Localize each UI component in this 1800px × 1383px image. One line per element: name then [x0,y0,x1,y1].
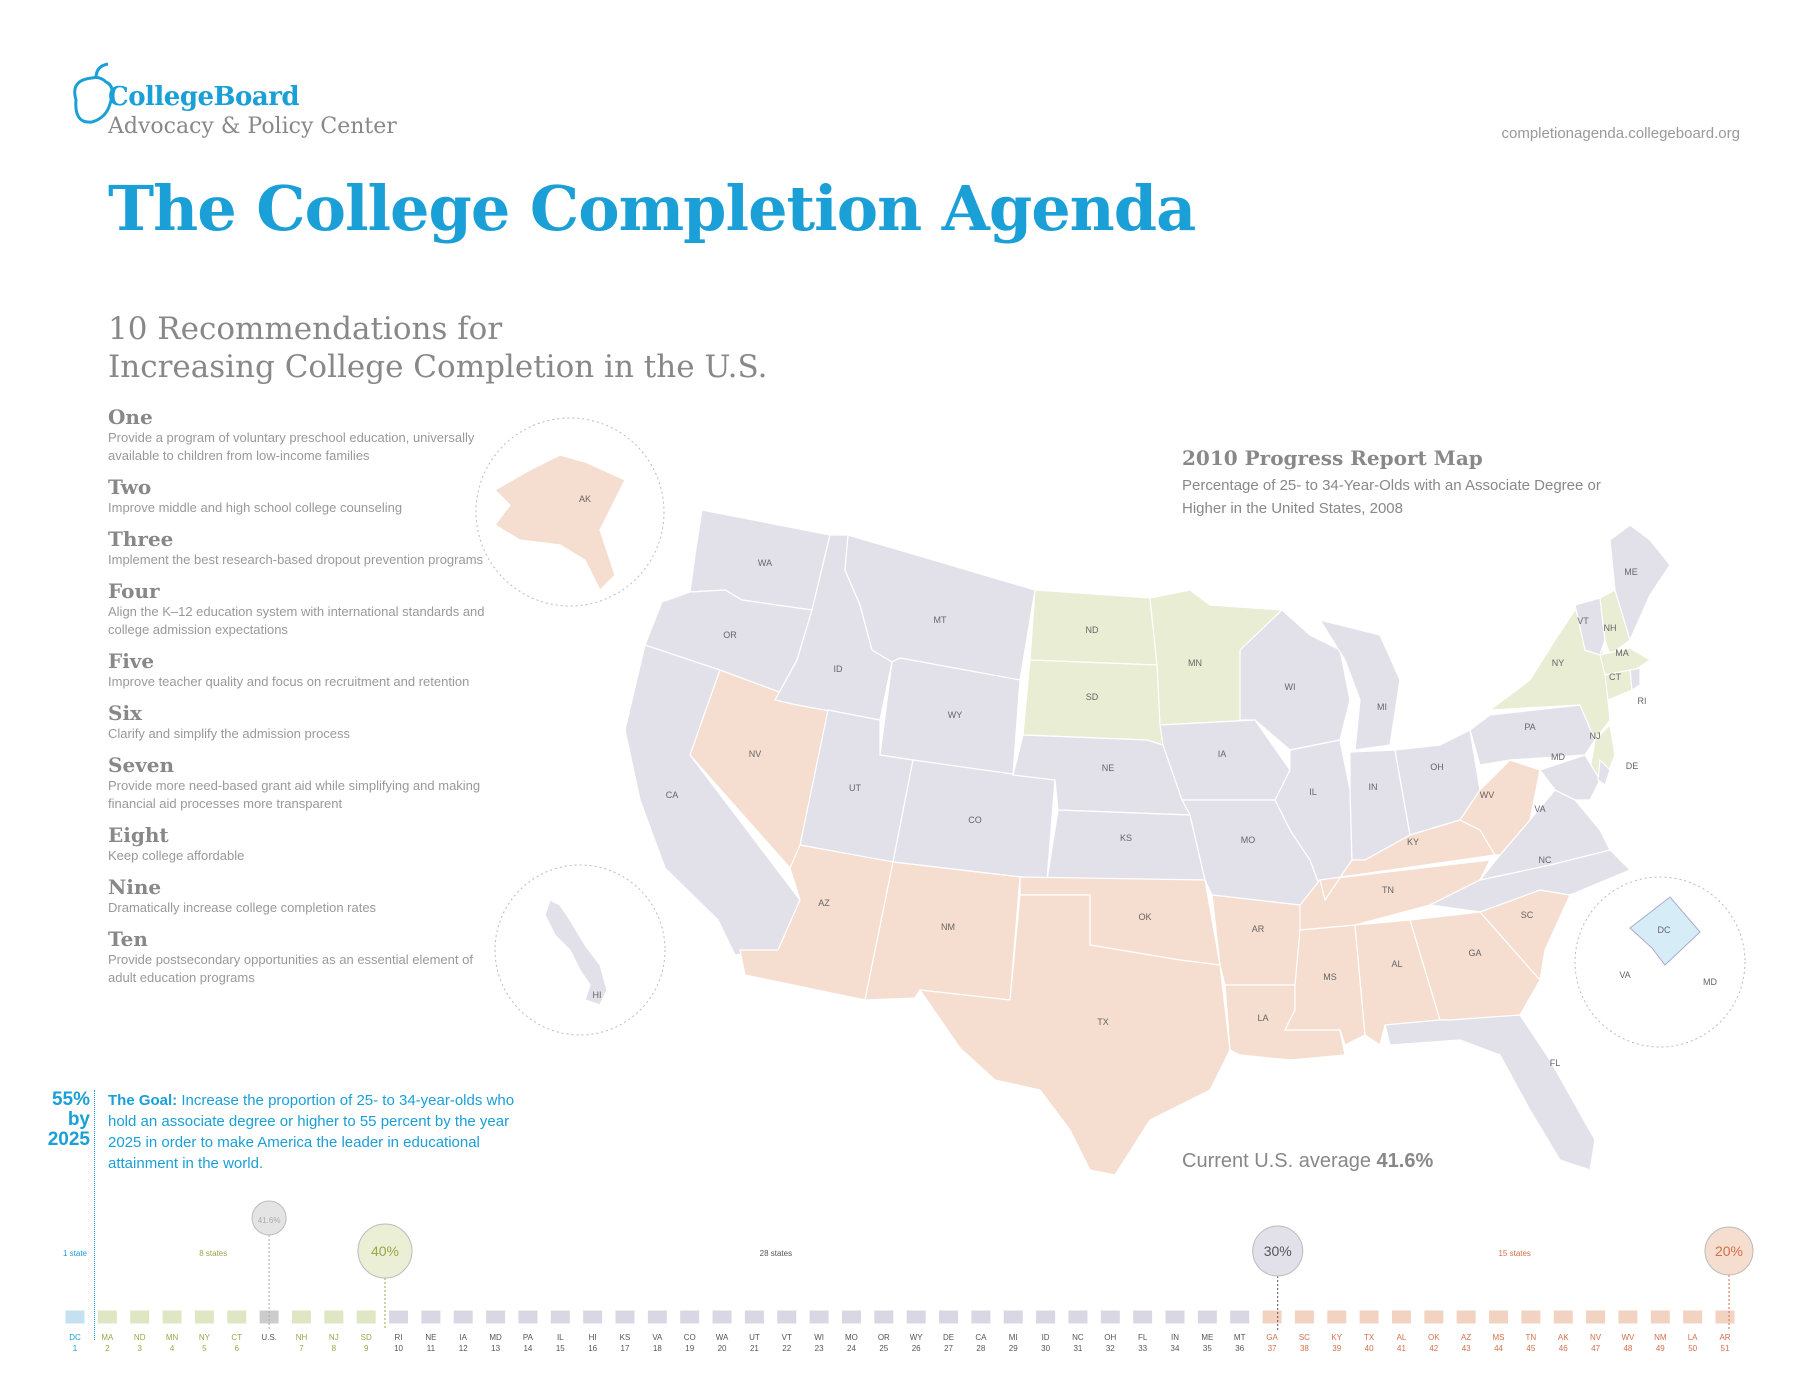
inset-label-md: MD [1703,977,1717,987]
rank-abbr-HI: HI [588,1333,597,1342]
rank-abbr-NE: NE [425,1333,437,1342]
rank-abbr-AL: AL [1396,1333,1407,1342]
rank-abbr-AR: AR [1719,1333,1731,1342]
rank-shape-AK[interactable] [1553,1310,1573,1324]
rank-number-HI: 16 [588,1344,598,1353]
rank-number-ID: 30 [1041,1344,1051,1353]
rank-shape-WA[interactable] [712,1310,732,1324]
rank-shape-KY[interactable] [1327,1310,1347,1324]
rank-shape-NE[interactable] [421,1310,441,1324]
rank-number-PA: 14 [523,1344,533,1353]
label-WY: WY [947,710,963,720]
rank-number-TX: 40 [1364,1344,1374,1353]
rank-shape-WV[interactable] [1618,1310,1638,1324]
label-WI: WI [1284,682,1296,692]
rank-number-MS: 44 [1494,1344,1503,1353]
label-NH: NH [1603,623,1617,633]
rank-shape-CA[interactable] [971,1310,991,1324]
state-KS[interactable] [1047,810,1205,880]
rank-number-KS: 17 [620,1344,630,1353]
rank-shape-DE[interactable] [939,1310,959,1324]
label-GA: GA [1468,948,1482,958]
rank-number-NJ: 8 [331,1344,337,1353]
label-WA: WA [757,558,773,568]
label-IL: IL [1309,787,1317,797]
rank-number-NH: 7 [299,1344,304,1353]
us-average-value: 41.6% [1376,1150,1434,1172]
rank-abbr-ND: ND [133,1333,146,1342]
rank-shape-CO[interactable] [680,1310,700,1324]
goal-badge-by: by [67,1109,90,1130]
goal-badge-year: 2025 [47,1129,90,1150]
state-AR[interactable] [1212,895,1305,985]
label-AL: AL [1391,959,1403,969]
rank-abbr-VA: VA [652,1333,663,1342]
rank-shape-FL[interactable] [1133,1310,1153,1324]
rank-number-VA: 18 [652,1344,662,1353]
recommendation-number: Eight [108,823,169,847]
rank-abbr-DE: DE [942,1333,955,1342]
rank-abbr-OR: OR [877,1333,890,1342]
rank-shape-NH[interactable] [291,1310,311,1324]
label-ID: ID [833,664,843,674]
label-OR: OR [723,630,737,640]
rank-number-AR: 51 [1720,1344,1730,1353]
state-SD[interactable] [1023,660,1163,745]
rank-abbr-DC: DC [69,1333,81,1342]
rank-abbr-PA: PA [522,1333,533,1342]
rank-abbr-IL: IL [556,1333,564,1342]
recommendation-number: Seven [108,753,175,777]
rank-number-NV: 47 [1591,1344,1601,1353]
rank-abbr-OH: OH [1104,1333,1117,1342]
label-AK: AK [578,494,592,504]
rank-number-NE: 11 [426,1344,436,1353]
recommendation-text: Provide postsecondary opportunities as an essential element of adult education programs [108,952,473,985]
rank-abbr-CA: CA [975,1333,987,1342]
recommendation-number: Five [108,649,155,673]
rank-abbr-VT: VT [781,1333,792,1342]
state-AK[interactable] [495,455,625,590]
label-MN: MN [1188,658,1202,668]
marker-label: 20% [1714,1243,1744,1259]
rank-number-IL: 15 [555,1344,565,1353]
label-TX: TX [1097,1017,1109,1027]
recommendation-text: Improve teacher quality and focus on recruitment and retention [108,674,470,689]
label-OK: OK [1138,912,1152,922]
label-SC: SC [1520,910,1534,920]
state-RI[interactable] [1630,668,1640,690]
rank-abbr-NJ: NJ [328,1333,339,1342]
rank-number-OR: 25 [879,1344,889,1353]
label-NM: NM [941,922,955,932]
rank-abbr-WI: WI [814,1333,825,1342]
rank-shape-MI[interactable] [1003,1310,1023,1324]
group-label: 1 state [62,1249,88,1258]
subtitle-line-1: 10 Recommendations for [108,311,503,347]
label-MS: MS [1323,972,1337,982]
recommendation-text: Clarify and simplify the admission process [108,726,351,741]
rank-abbr-AK: AK [1557,1333,1569,1342]
state-PA[interactable] [1470,705,1595,765]
rank-number-MD: 13 [491,1344,501,1353]
rank-number-MT: 36 [1235,1344,1245,1353]
rank-abbr-OK: OK [1428,1333,1440,1342]
rank-shape-AZ[interactable] [1456,1310,1476,1324]
recommendation-number: Nine [108,875,162,899]
rank-number-MA: 2 [105,1344,110,1353]
rank-shape-TN[interactable] [1521,1310,1541,1324]
goal-text: Increase the proportion of 25- to 34-year-olds who hold an associate degree or higher to 55 percent by the year 2025 in order to make America the leader in educational attainment in the world. [108,1092,515,1172]
rank-number-AK: 46 [1558,1344,1568,1353]
rank-shape-AL[interactable] [1391,1310,1411,1324]
rank-number-UT: 21 [749,1344,759,1353]
rank-abbr-MT: MT [1233,1333,1246,1342]
rank-number-RI: 10 [394,1344,403,1353]
ranking-scale [63,1201,1753,1353]
recommendation-text: Provide a program of voluntary preschool education, universally available to children from low-income families [108,430,475,463]
rank-abbr-KS: KS [619,1333,631,1342]
recommendation-text: Keep college affordable [108,848,245,863]
rank-abbr-TN: TN [1525,1333,1537,1342]
label-IA: IA [1217,749,1227,759]
label-MA: MA [1615,648,1629,658]
rank-shape-IL[interactable] [550,1310,570,1324]
rank-shape-IA[interactable] [453,1310,473,1324]
site-url[interactable]: completionagenda.collegeboard.org [1501,125,1740,142]
rank-abbr-MI: MI [1008,1333,1018,1342]
rank-shape-SD[interactable] [356,1310,376,1324]
subtitle-line-2: Increasing College Completion in the U.S. [108,349,768,385]
rank-shape-VT[interactable] [777,1310,797,1324]
label-DE: DE [1625,761,1639,771]
label-NV: NV [748,749,762,759]
rank-abbr-KY: KY [1331,1333,1343,1342]
rank-abbr-WA: WA [715,1333,729,1342]
rank-number-LA: 50 [1688,1344,1698,1353]
rank-abbr-WY: WY [909,1333,923,1342]
label-HI: HI [592,990,602,1000]
label-SD: SD [1085,692,1099,702]
label-VA: VA [1534,804,1546,814]
label-ME: ME [1624,567,1638,577]
recommendation-text: Improve middle and high school college counseling [108,500,403,515]
label-KS: KS [1119,833,1133,843]
rank-number-DC: 1 [72,1344,78,1353]
label-WV: WV [1479,790,1495,800]
label-LA: LA [1257,1013,1269,1023]
rank-abbr-NV: NV [1590,1333,1602,1342]
rank-abbr-SC: SC [1298,1333,1310,1342]
rank-number-NM: 49 [1655,1344,1665,1353]
rank-shape-MS[interactable] [1489,1310,1509,1324]
label-MD: MD [1551,752,1565,762]
recommendation-text: Implement the best research-based dropout prevention programs [108,552,484,567]
goal-label: The Goal: [108,1092,178,1109]
recommendation-number: Six [108,701,142,725]
page-title: The College Completion Agenda [108,172,1196,245]
rank-shape-MT[interactable] [1230,1310,1250,1324]
rank-abbr-SD: SD [360,1333,372,1342]
rank-shape-LA[interactable] [1683,1310,1703,1324]
rank-abbr-FL: FL [1137,1333,1148,1342]
label-AZ: AZ [818,898,830,908]
rank-shape-MD[interactable] [486,1310,506,1324]
rank-number-ND: 3 [137,1344,142,1353]
rank-abbr-WV: WV [1621,1333,1635,1342]
label-AR: AR [1251,924,1265,934]
rank-abbr-NC: NC [1072,1333,1084,1342]
recommendation-number: Four [108,579,160,603]
rank-number-CT: 6 [234,1344,239,1353]
rank-number-NY: 5 [202,1344,207,1353]
group-label: 8 states [199,1249,228,1258]
logo-subtitle: Advocacy & Policy Center [108,114,397,139]
recommendation-text: Dramatically increase college completion rates [108,900,377,915]
label-IN: IN [1368,782,1378,792]
recommendation-text: Align the K–12 education system with international standards and college admission expectations [108,604,485,637]
label-MO: MO [1240,835,1256,845]
rank-shape-GA[interactable] [1262,1310,1282,1324]
rank-number-OK: 42 [1429,1344,1439,1353]
label-PA: PA [1524,722,1536,732]
rank-number-OH: 32 [1105,1344,1115,1353]
label-RI: RI [1637,696,1647,706]
rank-shape-OR[interactable] [874,1310,894,1324]
rank-shape-MO[interactable] [841,1310,861,1324]
label-VT: VT [1577,616,1589,626]
rank-number-NC: 31 [1073,1344,1083,1353]
rank-shape-UT[interactable] [744,1310,764,1324]
label-OH: OH [1430,762,1444,772]
rank-abbr-MD: MD [489,1333,502,1342]
label-NJ: NJ [1589,731,1601,741]
recommendation-number: Ten [108,927,148,951]
recommendation-text: Provide more need-based grant aid while simplifying and making financial aid processes more transparent [108,778,481,811]
rank-shape-NV[interactable] [1586,1310,1606,1324]
rank-abbr-MO: MO [845,1333,858,1342]
rank-number-FL: 33 [1138,1344,1148,1353]
rank-shape-MN[interactable] [162,1310,182,1324]
label-MI: MI [1377,702,1387,712]
group-label: 15 states [1498,1249,1531,1258]
rank-shape-ME[interactable] [1197,1310,1217,1324]
rank-number-MO: 24 [847,1344,856,1353]
rank-number-IN: 34 [1170,1344,1180,1353]
rank-abbr-NM: NM [1654,1333,1667,1342]
rank-shape-PA[interactable] [518,1310,538,1324]
rank-abbr-CT: CT [231,1333,243,1342]
us-average-label: Current U.S. average [1182,1150,1371,1172]
rank-number-SC: 38 [1299,1344,1309,1353]
rank-abbr-ID: ID [1041,1333,1050,1342]
label-ND: ND [1085,625,1099,635]
goal-badge-percent: 55% [51,1089,90,1110]
rank-shape-AR[interactable] [1715,1310,1735,1324]
rank-shape-ND[interactable] [130,1310,150,1324]
rank-number-WV: 48 [1623,1344,1633,1353]
rank-abbr-RI: RI [394,1333,403,1342]
rank-shape-NY[interactable] [194,1310,214,1324]
marker-label: 30% [1263,1243,1292,1259]
rank-number-SD: 9 [363,1344,369,1353]
inset-label-va: VA [1619,970,1631,980]
rank-shape-HI[interactable] [583,1310,603,1324]
rank-number-AL: 41 [1397,1344,1406,1353]
rank-abbr-UT: UT [749,1333,760,1342]
recommendation-number: Two [108,475,152,499]
label-CO: CO [968,815,982,825]
rank-abbr-NY: NY [198,1333,210,1342]
marker-label: 41.6% [257,1216,281,1225]
rank-number-IA: 12 [458,1344,468,1353]
rank-abbr-IA: IA [459,1333,468,1342]
rank-shape-SC[interactable] [1294,1310,1314,1324]
rank-number-VT: 22 [782,1344,792,1353]
rank-abbr-MN: MN [165,1333,179,1342]
rank-shape-KS[interactable] [615,1310,635,1324]
rank-abbr-MS: MS [1492,1333,1505,1342]
map-title: 2010 Progress Report Map [1182,446,1483,470]
map-subtitle: Percentage of 25- to 34-Year-Olds with an Associate Degree or Higher in the United States, 2008 [1182,477,1601,517]
rank-shape-MA[interactable] [97,1310,117,1324]
rank-abbr-CO: CO [683,1333,696,1342]
marker-label: 40% [370,1243,400,1259]
rank-shape-NC[interactable] [1068,1310,1088,1324]
rank-abbr-LA: LA [1687,1333,1698,1342]
rank-number-WY: 26 [911,1344,921,1353]
group-label: 28 states [759,1249,793,1258]
rank-shape-OK[interactable] [1424,1310,1444,1324]
label-UT: UT [849,783,861,793]
rank-number-CO: 19 [685,1344,695,1353]
label-KY: KY [1406,837,1420,847]
rank-shape-TX[interactable] [1359,1310,1379,1324]
recommendation-number: One [108,405,153,429]
rank-number-WI: 23 [814,1344,824,1353]
rank-shape-NM[interactable] [1650,1310,1670,1324]
inset-label-dc: DC [1657,925,1671,935]
rank-abbr-AZ: AZ [1461,1333,1472,1342]
rank-number-DE: 27 [944,1344,953,1353]
logo-brand: CollegeBoard [108,82,300,112]
rank-abbr-IN: IN [1171,1333,1179,1342]
dc-inset-circle [1575,877,1745,1047]
rank-number-GA: 37 [1267,1344,1277,1353]
rank-shape-OH[interactable] [1100,1310,1120,1324]
recommendation-number: Three [108,527,174,551]
rank-shape-WI[interactable] [809,1310,829,1324]
rank-abbr-TX: TX [1364,1333,1375,1342]
rank-abbr-MA: MA [101,1333,114,1342]
rank-number-MI: 29 [1008,1344,1018,1353]
rank-abbr-ME: ME [1201,1333,1214,1342]
rank-shape-VA[interactable] [647,1310,667,1324]
label-NE: NE [1101,763,1115,773]
rank-shape-NJ[interactable] [324,1310,344,1324]
label-NC: NC [1538,855,1552,865]
label-CA: CA [665,790,679,800]
label-FL: FL [1549,1058,1561,1068]
rank-number-WA: 20 [717,1344,727,1353]
rank-shape-IN[interactable] [1165,1310,1185,1324]
rank-abbr-GA: GA [1266,1333,1278,1342]
label-CT: CT [1609,672,1621,682]
rank-shape-RI[interactable] [389,1310,409,1324]
rank-number-AZ: 43 [1461,1344,1471,1353]
rank-number-ME: 35 [1202,1344,1212,1353]
label-NY: NY [1551,658,1565,668]
label-MT: MT [933,615,947,625]
rank-abbr-U.S.: U.S. [261,1333,277,1342]
rank-number-CA: 28 [976,1344,986,1353]
rank-shape-CT[interactable] [227,1310,247,1324]
rank-shape-WY[interactable] [906,1310,926,1324]
rank-shape-ID[interactable] [1036,1310,1056,1324]
rank-number-TN: 45 [1526,1344,1536,1353]
state-FL[interactable] [1385,1015,1595,1170]
label-TN: TN [1382,885,1394,895]
rank-number-KY: 39 [1332,1344,1342,1353]
rank-abbr-NH: NH [295,1333,308,1342]
rank-number-MN: 4 [169,1344,175,1353]
rank-shape-DC[interactable] [65,1310,85,1324]
